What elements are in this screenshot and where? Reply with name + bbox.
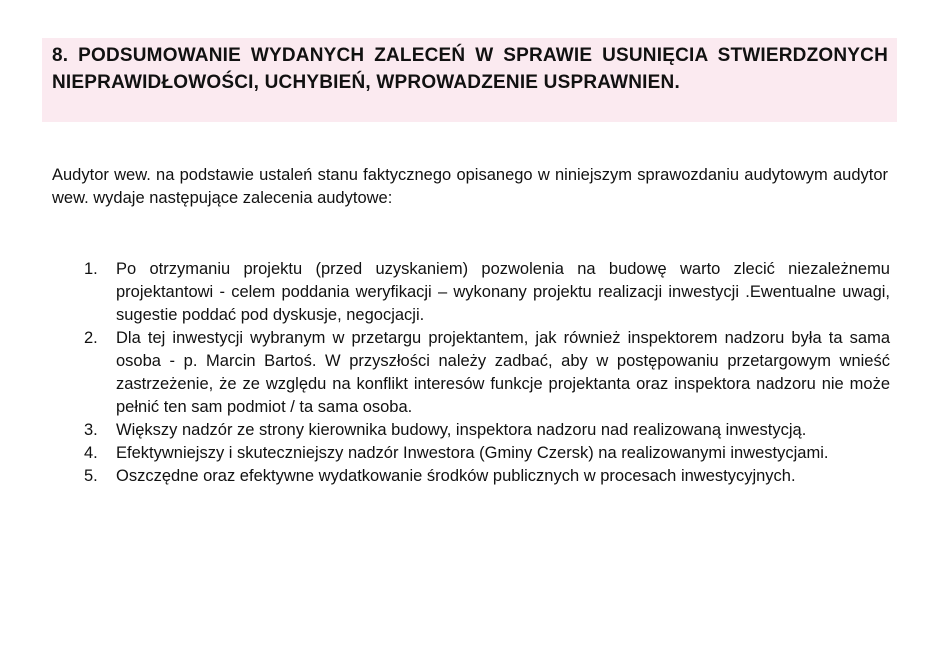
list-item-text: Dla tej inwestycji wybranym w przetargu projektantem, jak również inspektorem nadzoru była ta sama osoba - p. Marcin Bartoś. W przyszłości należy zadbać, aby w postępowaniu przetargowym wnieść zastrzeżenie, że ze względu na konflikt interesów funkcje projektanta oraz inspektora nadzoru nie może pełnić ten sam podmiot / ta sama osoba. (116, 329, 890, 416)
list-item-text: Efektywniejszy i skuteczniejszy nadzór Inwestora (Gminy Czersk) na realizowanymi inwestycjami. (116, 444, 829, 462)
list-item (84, 327, 890, 419)
list-item (84, 258, 890, 327)
list-item-text: Oszczędne oraz efektywne wydatkowanie środków publicznych w procesach inwestycyjnych. (116, 467, 796, 485)
list-item (84, 419, 890, 442)
section-heading: 8. PODSUMOWANIE WYDANYCH ZALECEŃ W SPRAWIE USUNIĘCIA STWIERDZONYCH NIEPRAWIDŁOWOŚCI, UCHYBIEŃ, WPROWADZENIE USPRAWNIEN. (52, 45, 888, 93)
list-item-number: 4. (84, 444, 98, 462)
list-item-number: 2. (84, 329, 98, 347)
list-item-number: 3. (84, 421, 98, 439)
list-item (84, 442, 890, 465)
list-item-text: Po otrzymaniu projektu (przed uzyskaniem) pozwolenia na budowę warto zlecić niezależnemu projektantowi - celem poddania weryfikacji – wykonany projektu realizacji inwestycji .Ewentualne uwagi, sugestie poddać pod dyskusje, negocjacji. (116, 260, 890, 324)
list-item-number: 5. (84, 467, 98, 485)
list-item-number: 1. (84, 260, 98, 278)
intro-paragraph: Audytor wew. na podstawie ustaleń stanu faktycznego opisanego w niniejszym sprawozdaniu audytowym audytor wew. wydaje następujące zalecenia audytowe: (52, 166, 888, 207)
recommendations-list (84, 258, 890, 488)
list-item (84, 465, 890, 488)
list-item-text: Większy nadzór ze strony kierownika budowy, inspektora nadzoru nad realizowaną inwestycją. (116, 421, 807, 439)
